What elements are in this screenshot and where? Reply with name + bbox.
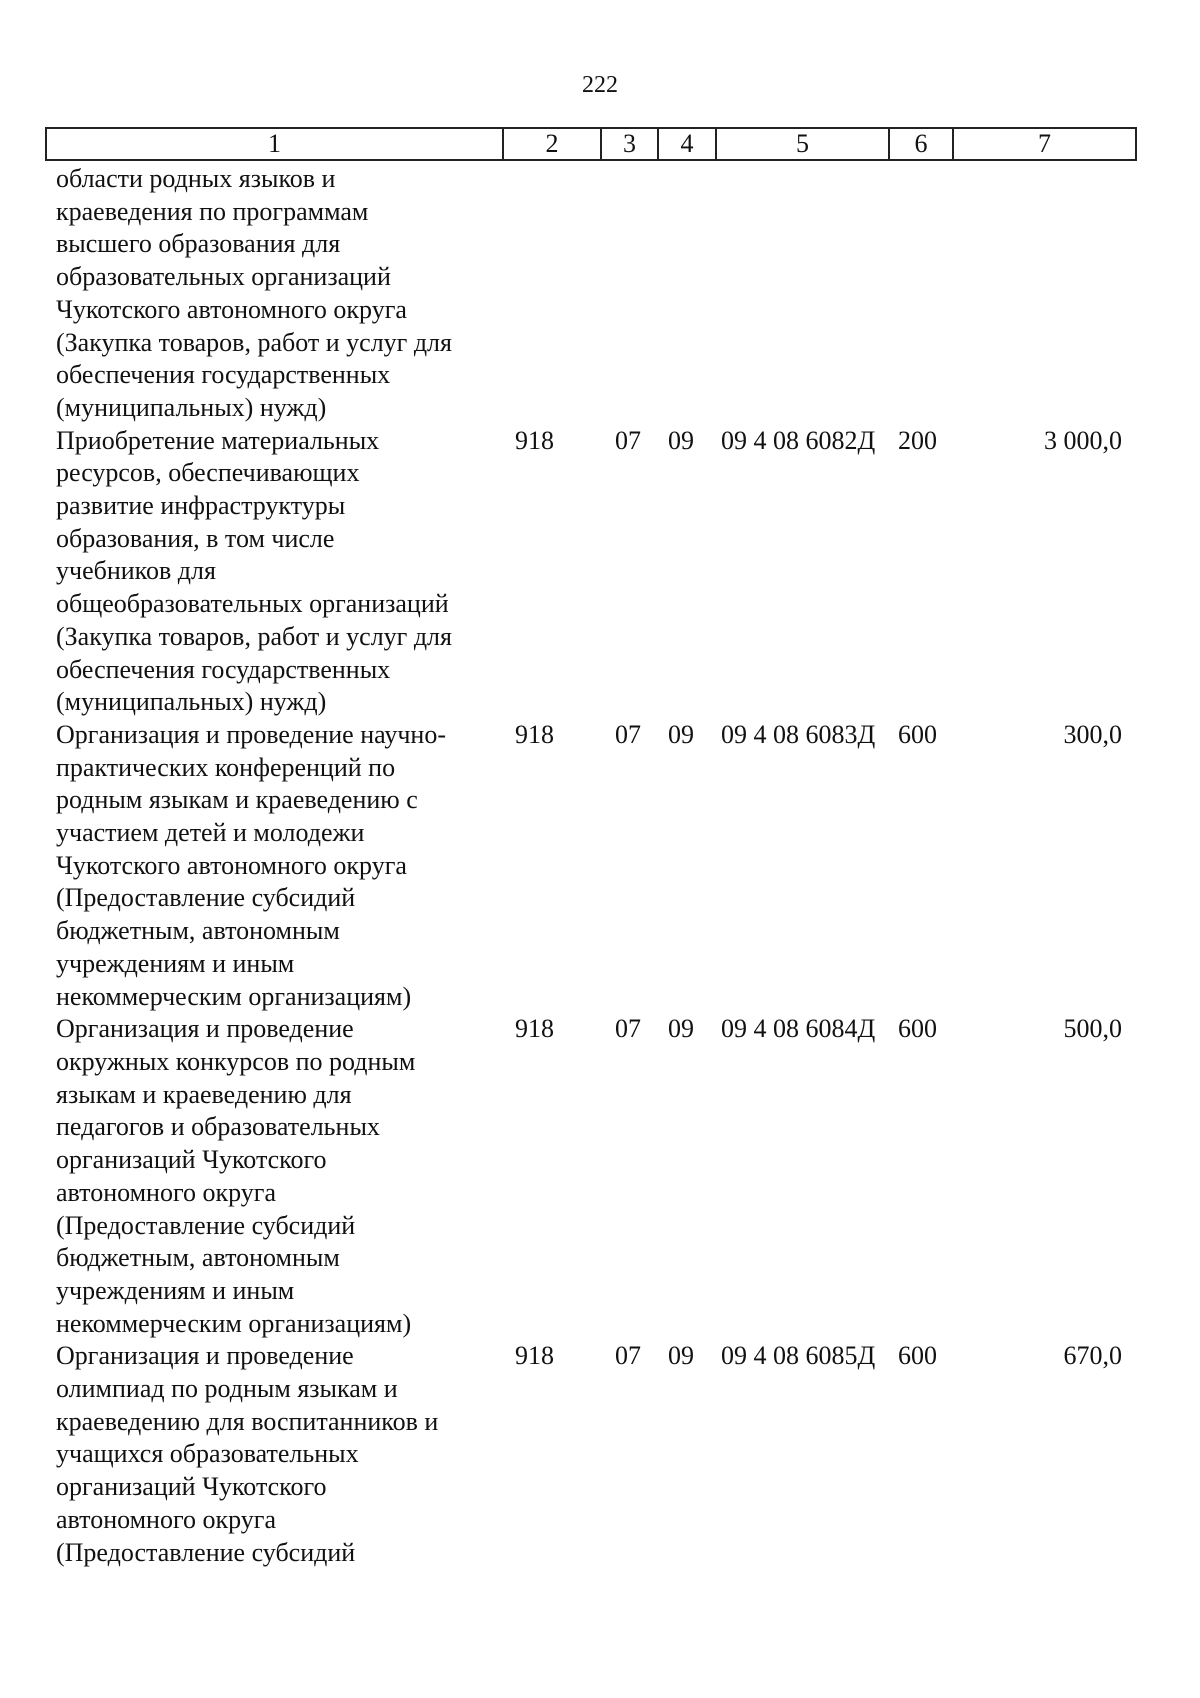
subsection-code: 09 [668,1014,694,1044]
description-line: краеведению для воспитанников и [56,1406,439,1436]
expense-type-code: 600 [898,719,937,749]
expense-type-code: 600 [898,1341,937,1371]
description-line: бюджетным, автономным [56,916,340,946]
row-description [45,163,502,425]
subsection-code: 09 [668,425,694,455]
description-line: родным языкам и краеведению с [56,785,418,815]
amount: 500,0 [1063,1014,1122,1044]
ministry-code: 918 [515,1014,554,1044]
description-line: области родных языков и [56,164,336,193]
table-row [45,1013,1137,1340]
target-article-code: 09 4 08 6084Д [721,1014,876,1044]
description-line: (Закупка товаров, работ и услуг для [56,327,452,357]
row-description [45,719,502,1013]
column-header-6: 6 [890,129,954,159]
description-line: высшего образования для [56,229,341,259]
subsection-code [657,163,715,425]
description-line: общеобразовательных организаций [56,589,449,619]
amount: 3 000,0 [1044,425,1122,455]
description-line: учреждениям и иным [56,1275,295,1305]
description-line: обеспечения государственных [56,360,391,390]
table-row [45,425,1137,719]
description-line: обеспечения государственных [56,654,391,684]
section-code: 07 [615,425,641,455]
column-header-7: 7 [1038,129,1051,158]
description-line: (Предоставление субсидий [56,883,356,913]
ministry-code: 918 [515,425,554,455]
section-code: 07 [615,719,641,749]
column-header-2: 2 [504,129,602,159]
description-line: Приобретение материальных [56,425,380,455]
description-line: организаций Чукотского [56,1472,327,1502]
target-article-code: 09 4 08 6085Д [721,1341,876,1371]
description-line: автономного округа [56,1177,276,1207]
subsection-code: 09 [668,1341,694,1371]
description-line: языкам и краеведению для [56,1079,352,1109]
description-line: Организация и проведение [56,1014,354,1044]
section-code: 07 [615,1341,641,1371]
description-line: краеведения по программам [56,196,369,226]
expense-type-code: 600 [898,1014,937,1044]
description-line: некоммерческим организациям) [56,1308,412,1338]
description-line: Организация и проведение [56,1341,354,1371]
row-description [45,1340,502,1569]
column-header-3: 3 [602,129,659,159]
description-line: некоммерческим организациям) [56,981,412,1011]
description-line: (муниципальных) нужд) [56,687,327,717]
description-line: развитие инфраструктуры [56,491,346,521]
description-line: окружных конкурсов по родным [56,1046,416,1076]
description-line: (Предоставление субсидий [56,1210,356,1240]
section-code: 07 [615,1014,641,1044]
description-line: (Закупка товаров, работ и услуг для [56,621,452,651]
description-line: образовательных организаций [56,262,391,292]
description-line: учреждениям и иным [56,948,295,978]
description-line: (муниципальных) нужд) [56,392,327,422]
target-article-code [715,163,888,425]
description-line: практических конференций по [56,752,396,782]
description-line: Чукотского автономного округа [56,294,407,324]
description-line: (Предоставление субсидий [56,1537,356,1567]
description-line: автономного округа [56,1504,276,1534]
description-line: Чукотского автономного округа [56,850,407,880]
description-line: участием детей и молодежи [56,818,365,848]
table-row [45,719,1137,1013]
description-line: организаций Чукотского [56,1145,327,1175]
column-header-5: 5 [717,129,890,159]
description-line: педагогов и образовательных [56,1112,380,1142]
description-line: образования, в том числе [56,523,335,553]
row-description [45,1013,502,1340]
amount: 300,0 [1063,719,1122,749]
column-header-4: 4 [659,129,717,159]
expense-type-code [888,163,952,425]
table-header [45,127,1137,161]
ministry-code [502,163,600,425]
amount [952,163,1133,425]
row-description [45,425,502,719]
description-line: бюджетным, автономным [56,1243,340,1273]
description-line: учащихся образовательных [56,1439,359,1469]
column-header-1: 1 [47,129,504,159]
page-number: 222 [582,72,618,98]
table-body [45,163,1137,1569]
table-row [45,163,1137,425]
subsection-code: 09 [668,719,694,749]
expense-type-code: 200 [898,425,937,455]
target-article-code: 09 4 08 6082Д [721,425,876,455]
table-row [45,1340,1137,1569]
ministry-code: 918 [515,1341,554,1371]
description-line: олимпиад по родным языкам и [56,1374,398,1404]
amount: 670,0 [1063,1341,1122,1371]
description-line: ресурсов, обеспечивающих [56,458,360,488]
description-line: Организация и проведение научно- [56,719,446,749]
description-line: учебников для [56,556,216,586]
target-article-code: 09 4 08 6083Д [721,719,876,749]
ministry-code: 918 [515,719,554,749]
section-code [600,163,657,425]
